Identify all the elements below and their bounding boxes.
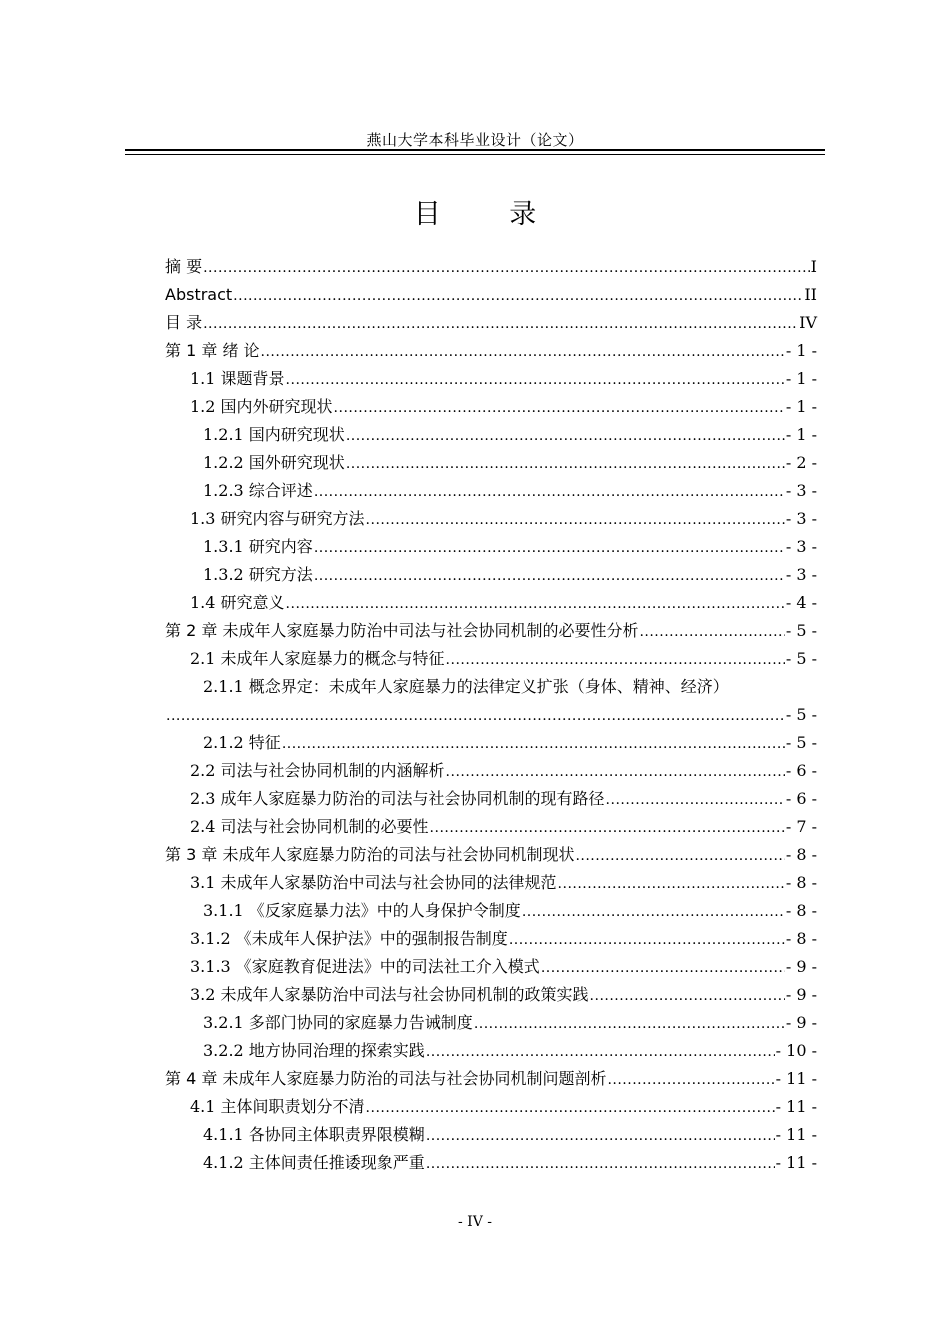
toc-entry-text: 1.2.3 综合评述 bbox=[203, 481, 313, 500]
toc-entry[interactable] bbox=[165, 477, 817, 505]
page-number: - IV - bbox=[457, 1214, 492, 1230]
toc-entry[interactable] bbox=[165, 561, 817, 589]
toc-entry-page: - 3 - bbox=[785, 537, 817, 556]
toc-entry-page: IV bbox=[799, 313, 817, 332]
toc-entry[interactable] bbox=[165, 981, 817, 1009]
dot-leader bbox=[639, 618, 784, 646]
dot-leader bbox=[346, 450, 785, 478]
table-of-contents bbox=[165, 253, 817, 1177]
toc-entry-page: - 6 - bbox=[785, 789, 817, 808]
toc-entry-text: 4.1 主体间职责划分不清 bbox=[190, 1097, 365, 1116]
dot-leader bbox=[261, 338, 785, 366]
toc-entry-page: - 3 - bbox=[785, 481, 817, 500]
dot-leader bbox=[558, 870, 785, 898]
dot-leader bbox=[366, 1094, 775, 1122]
toc-entry-text: 第 1 章 绪 论 bbox=[165, 341, 260, 360]
toc-entry-page: - 3 - bbox=[785, 565, 817, 584]
toc-entry-page: II bbox=[804, 285, 817, 304]
toc-entry-page: - 1 - bbox=[785, 397, 817, 416]
dot-leader bbox=[522, 898, 785, 926]
toc-entry[interactable] bbox=[165, 645, 817, 673]
toc-entry[interactable] bbox=[165, 673, 817, 701]
toc-entry-text: 1.2.2 国外研究现状 bbox=[203, 453, 345, 472]
running-header: 燕山大学本科毕业设计（论文） bbox=[366, 131, 584, 149]
toc-entry-page: - 9 - bbox=[785, 985, 817, 1004]
dot-leader bbox=[233, 282, 803, 310]
dot-leader bbox=[541, 954, 785, 982]
toc-entry[interactable] bbox=[165, 1009, 817, 1037]
toc-entry[interactable] bbox=[165, 533, 817, 561]
toc-entry-page: - 11 - bbox=[775, 1125, 817, 1144]
dot-leader bbox=[430, 814, 785, 842]
dot-leader bbox=[590, 982, 785, 1010]
toc-entry[interactable] bbox=[165, 785, 817, 813]
header-rule bbox=[125, 149, 825, 155]
toc-entry-text: 3.1 未成年人家暴防治中司法与社会协同的法律规范 bbox=[190, 873, 557, 892]
toc-entry-page: - 2 - bbox=[785, 453, 817, 472]
dot-leader bbox=[474, 1010, 785, 1038]
toc-entry-page: - 6 - bbox=[785, 761, 817, 780]
toc-entry-text: 2.2 司法与社会协同机制的内涵解析 bbox=[190, 761, 445, 780]
toc-entry-text: 1.3.1 研究内容 bbox=[203, 537, 313, 556]
toc-entry-page: - 11 - bbox=[775, 1097, 817, 1116]
dot-leader bbox=[282, 730, 785, 758]
toc-entry[interactable] bbox=[165, 813, 817, 841]
toc-entry-text: 2.3 成年人家庭暴力防治的司法与社会协同机制的现有路径 bbox=[190, 789, 605, 808]
toc-entry-text: 3.2 未成年人家暴防治中司法与社会协同机制的政策实践 bbox=[190, 985, 589, 1004]
dot-leader bbox=[286, 366, 785, 394]
toc-entry-text: 1.2 国内外研究现状 bbox=[190, 397, 333, 416]
toc-entry[interactable] bbox=[165, 925, 817, 953]
dot-leader bbox=[606, 786, 785, 814]
dot-leader bbox=[314, 562, 785, 590]
toc-entry-text: 3.1.1 《反家庭暴力法》中的人身保护令制度 bbox=[203, 901, 521, 920]
toc-entry-page: - 1 - bbox=[785, 341, 817, 360]
toc-entry-page: - 8 - bbox=[785, 873, 817, 892]
toc-entry-page: - 11 - bbox=[775, 1153, 817, 1172]
dot-leader bbox=[446, 758, 785, 786]
toc-entry-text: 3.1.3 《家庭教育促进法》中的司法社工介入模式 bbox=[190, 957, 540, 976]
toc-entry-page: - 11 - bbox=[775, 1069, 817, 1088]
toc-entry[interactable] bbox=[165, 309, 817, 337]
toc-entry-text: 4.1.2 主体间责任推诿现象严重 bbox=[203, 1153, 425, 1172]
toc-entry-text: 第 3 章 未成年人家庭暴力防治的司法与社会协同机制现状 bbox=[165, 845, 575, 864]
toc-entry-page: - 8 - bbox=[785, 901, 817, 920]
toc-entry[interactable] bbox=[165, 1121, 817, 1149]
toc-entry[interactable] bbox=[165, 869, 817, 897]
dot-leader bbox=[575, 842, 784, 870]
toc-entry-page: - 5 - bbox=[785, 649, 817, 668]
toc-entry-page: - 1 - bbox=[785, 425, 817, 444]
toc-entry[interactable] bbox=[165, 841, 817, 869]
toc-entry-text: 第 2 章 未成年人家庭暴力防治中司法与社会协同机制的必要性分析 bbox=[165, 621, 639, 640]
toc-title: 目 录 bbox=[413, 199, 567, 230]
toc-entry[interactable] bbox=[165, 589, 817, 617]
dot-leader bbox=[509, 926, 785, 954]
toc-entry-text: 1.2.1 国内研究现状 bbox=[203, 425, 345, 444]
toc-entry-text: 1.3 研究内容与研究方法 bbox=[190, 509, 365, 528]
dot-leader bbox=[203, 254, 810, 282]
toc-entry-page: - 3 - bbox=[785, 509, 817, 528]
toc-entry[interactable] bbox=[165, 449, 817, 477]
toc-entry[interactable] bbox=[165, 897, 817, 925]
toc-entry-text: 3.2.1 多部门协同的家庭暴力告诫制度 bbox=[203, 1013, 473, 1032]
toc-entry-page: - 10 - bbox=[775, 1041, 817, 1060]
toc-entry-text: 3.2.2 地方协同治理的探索实践 bbox=[203, 1041, 425, 1060]
toc-entry[interactable] bbox=[165, 1065, 817, 1093]
toc-entry-page: - 5 - bbox=[785, 621, 817, 640]
toc-entry[interactable] bbox=[165, 953, 817, 981]
dot-leader bbox=[426, 1038, 775, 1066]
toc-entry-page: I bbox=[810, 257, 817, 276]
dot-leader bbox=[607, 1066, 774, 1094]
toc-entry-text: 2.1 未成年人家庭暴力的概念与特征 bbox=[190, 649, 445, 668]
dot-leader bbox=[446, 646, 785, 674]
toc-entry-text: 4.1.1 各协同主体职责界限模糊 bbox=[203, 1125, 425, 1144]
toc-entry-page: - 1 - bbox=[785, 369, 817, 388]
toc-entry-continuation[interactable] bbox=[165, 701, 817, 729]
toc-entry-text: 2.1.2 特征 bbox=[203, 733, 281, 752]
toc-entry-page: - 9 - bbox=[785, 957, 817, 976]
toc-entry-text: 2.4 司法与社会协同机制的必要性 bbox=[190, 817, 429, 836]
toc-entry-text: 1.1 课题背景 bbox=[190, 369, 285, 388]
toc-entry[interactable] bbox=[165, 1037, 817, 1065]
toc-entry-text: 3.1.2 《未成年人保护法》中的强制报告制度 bbox=[190, 929, 508, 948]
toc-entry-page: - 8 - bbox=[785, 845, 817, 864]
toc-entry[interactable] bbox=[165, 281, 817, 309]
toc-entry-text: 2.1.1 概念界定：未成年人家庭暴力的法律定义扩张（身体、精神、经济） bbox=[203, 677, 729, 696]
toc-entry[interactable] bbox=[165, 617, 817, 645]
toc-entry[interactable] bbox=[165, 365, 817, 393]
dot-leader bbox=[286, 590, 785, 618]
toc-entry[interactable] bbox=[165, 253, 817, 281]
toc-entry[interactable] bbox=[165, 393, 817, 421]
dot-leader bbox=[166, 702, 785, 730]
dot-leader bbox=[203, 310, 798, 338]
toc-entry-text: 摘 要 bbox=[165, 257, 203, 276]
toc-entry[interactable] bbox=[165, 421, 817, 449]
toc-entry-text: 1.4 研究意义 bbox=[190, 593, 285, 612]
dot-leader bbox=[366, 506, 785, 534]
toc-entry-text: 目 录 bbox=[165, 313, 203, 332]
toc-entry-page: - 8 - bbox=[785, 929, 817, 948]
toc-entry-text: 第 4 章 未成年人家庭暴力防治的司法与社会协同机制问题剖析 bbox=[165, 1069, 607, 1088]
dot-leader bbox=[314, 478, 785, 506]
dot-leader bbox=[346, 422, 785, 450]
toc-entry-page: - 4 - bbox=[785, 593, 817, 612]
toc-entry[interactable] bbox=[165, 337, 817, 365]
dot-leader bbox=[426, 1150, 775, 1178]
toc-entry[interactable] bbox=[165, 757, 817, 785]
toc-entry-text: Abstract bbox=[165, 285, 233, 304]
toc-entry[interactable] bbox=[165, 729, 817, 757]
dot-leader bbox=[426, 1122, 775, 1150]
toc-entry-page: - 7 - bbox=[785, 817, 817, 836]
dot-leader bbox=[314, 534, 785, 562]
toc-entry-page: - 9 - bbox=[785, 1013, 817, 1032]
toc-entry[interactable] bbox=[165, 505, 817, 533]
toc-entry-text: 1.3.2 研究方法 bbox=[203, 565, 313, 584]
toc-entry-page: - 5 - bbox=[785, 733, 817, 752]
toc-entry[interactable] bbox=[165, 1149, 817, 1177]
toc-entry[interactable] bbox=[165, 1093, 817, 1121]
toc-entry-page: - 5 - bbox=[785, 705, 817, 724]
dot-leader bbox=[334, 394, 785, 422]
